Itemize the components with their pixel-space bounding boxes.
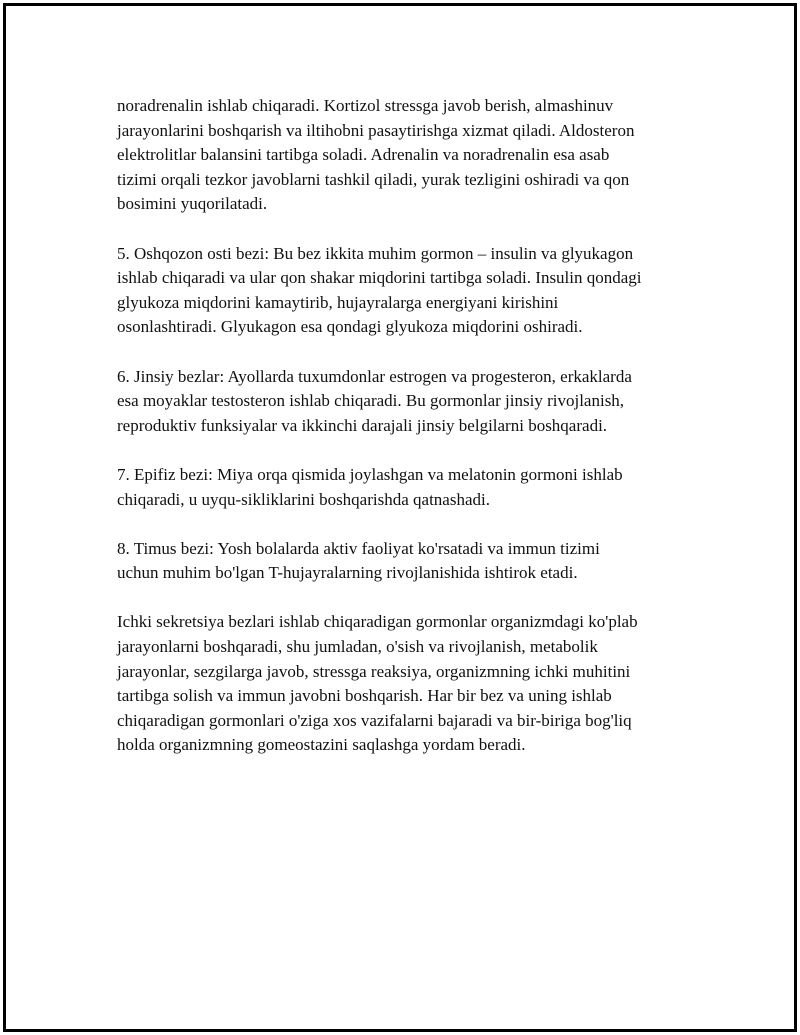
document-page <box>3 3 797 1032</box>
paragraph-adrenal-continuation: noradrenalin ishlab chiqaradi. Kortizol stressga javob berish, almashinuv jarayonlarini boshqarish va iltihobni pasaytirishga xizmat qiladi. Aldosteron elektrolitlar balansini tartibga soladi. Adrenalin va noradrenalin esa asab tizimi orqali tezkor javoblarni tashkil qiladi, yurak tezligini oshiradi va qon bosimini yuqorilatadi. <box>117 96 635 214</box>
paragraph-conclusion: Ichki sekretsiya bezlari ishlab chiqaradigan gormonlar organizmdagi ko'plab jarayonlarni boshqaradi, shu jumladan, o'sish va rivojlanish, metabolik jarayonlar, sezgilarga javob, stressga reaksiya, organizmning ichki muhitini tartibga solish va immun javobni boshqarish. Har bir bez va uning ishlab chiqaradigan gormonlari o'ziga xos vazifalarni bajaradi va bir-biriga bog'liq holda organizmning gomeostazini saqlashga yordam beradi. <box>117 612 638 755</box>
document-body <box>117 94 697 783</box>
paragraph-pineal-gland: 7. Epifiz bezi: Miya orqa qismida joylashgan va melatonin gormoni ishlab chiqaradi, u uyqu-sikliklarini boshqarishda qatnashadi. <box>117 464 623 509</box>
paragraph-pancreas: 5. Oshqozon osti bezi: Bu bez ikkita muhim gormon – insulin va glyukagon ishlab chiqaradi va ular qon shakar miqdorini tartibga soladi. Insulin qondagi glyukoza miqdorini kamaytirib, hujayralarga energiyani kirishini osonlashtiradi. Glyukagon esa qondagi glyukoza miqdorini oshiradi. <box>117 243 642 337</box>
paragraph-gonads: 6. Jinsiy bezlar: Ayollarda tuxumdonlar estrogen va progesteron, erkaklarda esa moyaklar testosteron ishlab chiqaradi. Bu gormonlar jinsiy rivojlanish, reproduktiv funksiyalar va ikkinchi darajali jinsiy belgilarni boshqaradi. <box>117 366 632 435</box>
paragraph-thymus: 8. Timus bezi: Yosh bolalarda aktiv faoliyat ko'rsatadi va immun tizimi uchun muhim bo'lgan T-hujayralarning rivojlanishida ishtirok etadi. <box>117 538 600 583</box>
